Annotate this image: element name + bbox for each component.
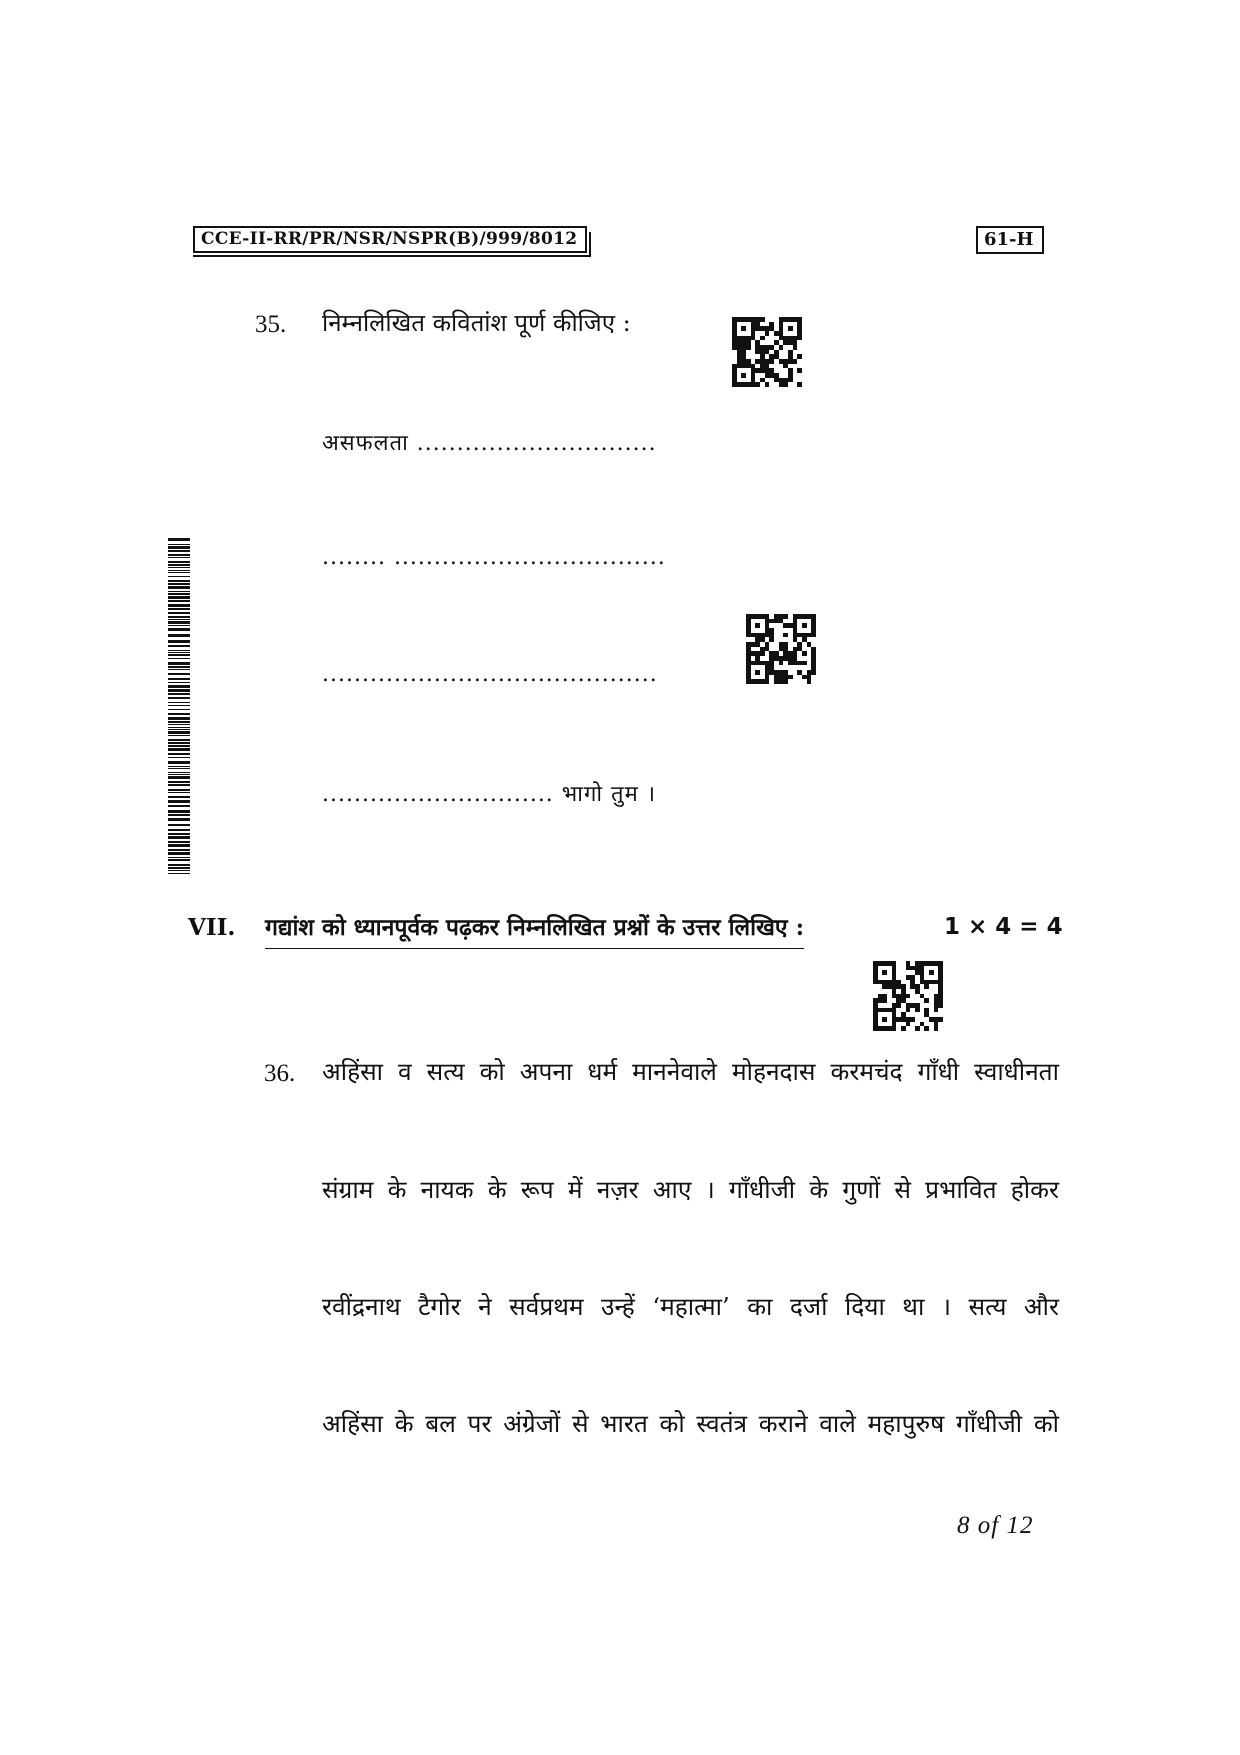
section-7-marks: 1 × 4 = 4 [944,914,1063,940]
question-35-instruction: निम्नलिखित कवितांश पूर्ण कीजिए : [322,309,631,337]
page-number: 8 of 12 [957,1512,1034,1539]
question-35-number: 35. [255,311,287,338]
poem-line-2: ........ .................................. [322,545,666,570]
qr-code-icon [873,961,943,1031]
passage-line-1: अहिंसा व सत्य को अपना धर्म माननेवाले मोहनदास करमचंद गाँधी स्वाधीनता [322,1057,1059,1086]
paper-code-label: 61-H [976,226,1044,254]
section-7-number: VII. [188,914,236,941]
passage-line-3: रवींद्रनाथ टैगोर ने सर्वप्रथम उन्हें ‘महात्मा’ का दर्जा दिया था । सत्य और [322,1292,1059,1321]
question-36-number: 36. [264,1060,296,1087]
poem-line-3: .......................................... [322,662,658,687]
passage-line-2: संग्राम के नायक के रूप में नज़र आए । गाँधीजी के गुणों से प्रभावित होकर [322,1175,1059,1204]
barcode-icon [168,538,190,874]
qr-code-icon [732,317,802,387]
exam-code-label: CCE-II-RR/PR/NSR/NSPR(B)/999/8012 [193,226,587,253]
qr-code-icon [746,614,816,684]
poem-line-1: असफलता .............................. [322,431,657,456]
section-7-instruction: गद्यांश को ध्यानपूर्वक पढ़कर निम्नलिखित प्रश्नों के उत्तर लिखिए : [265,910,804,949]
passage-line-4: अहिंसा के बल पर अंग्रेजों से भारत को स्वतंत्र कराने वाले महापुरुष गाँधीजी को [322,1409,1059,1438]
poem-line-4: ............................. भागो तुम । [322,782,657,807]
